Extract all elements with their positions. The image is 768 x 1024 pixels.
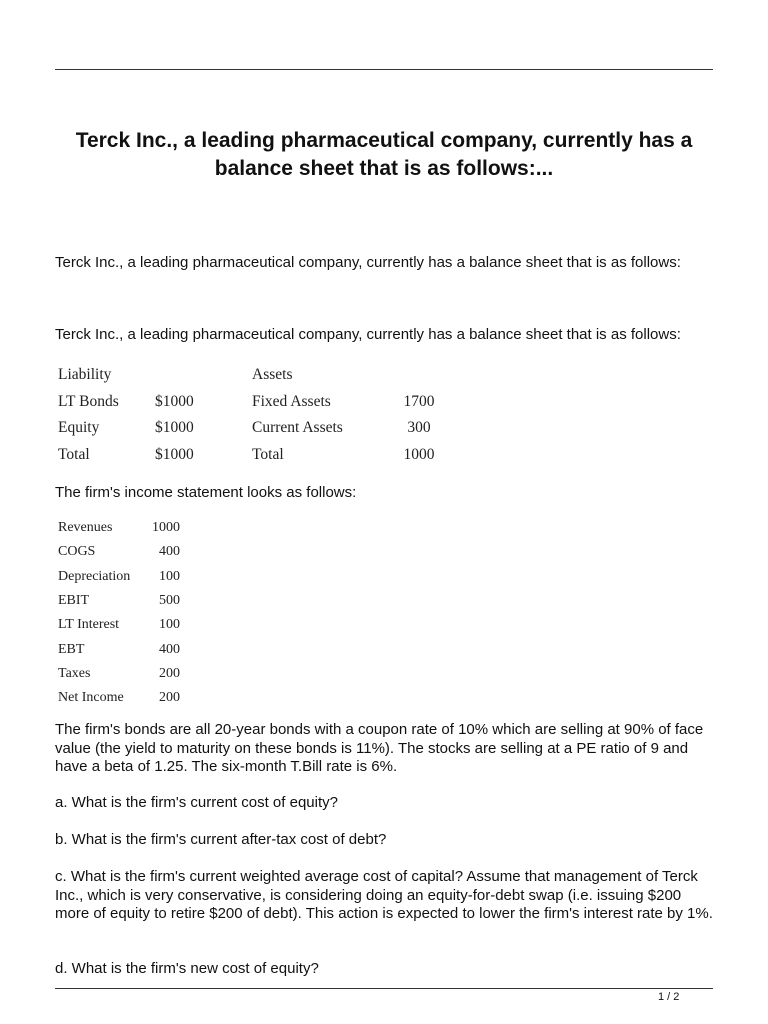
question-a: a. What is the firm's current cost of equity? bbox=[55, 794, 338, 811]
table-cell: $1000 bbox=[155, 445, 194, 463]
table-cell: Net Income bbox=[58, 690, 124, 706]
table-cell: Liability bbox=[58, 366, 112, 384]
table-row bbox=[58, 662, 180, 686]
table-cell: 300 bbox=[407, 419, 431, 437]
table-row bbox=[58, 686, 180, 710]
table-row bbox=[58, 516, 180, 540]
table-cell: 200 bbox=[159, 690, 180, 706]
table-cell: 500 bbox=[159, 593, 180, 609]
intro-paragraph-2: Terck Inc., a leading pharmaceutical company, currently has a balance sheet that is as follows: bbox=[55, 326, 681, 343]
table-cell bbox=[155, 362, 252, 389]
table-cell bbox=[398, 362, 440, 389]
table-cell: Fixed Assets bbox=[252, 392, 331, 410]
table-row bbox=[58, 389, 440, 416]
table-cell: Total bbox=[58, 445, 90, 463]
intro-paragraph-1: Terck Inc., a leading pharmaceutical company, currently has a balance sheet that is as follows: bbox=[55, 254, 681, 271]
table-cell: 100 bbox=[159, 568, 180, 584]
table-row bbox=[58, 415, 440, 442]
table-row bbox=[58, 613, 180, 637]
table-row bbox=[58, 442, 440, 469]
table-cell: EBIT bbox=[58, 593, 90, 609]
table-cell: Total bbox=[252, 445, 284, 463]
table-row bbox=[58, 362, 440, 389]
income-statement-intro: The firm's income statement looks as follows: bbox=[55, 484, 357, 501]
document-title: Terck Inc., a leading pharmaceutical company, currently has a balance sheet that is as follows:... bbox=[75, 129, 693, 180]
table-row bbox=[58, 540, 180, 564]
table-cell: LT Interest bbox=[58, 617, 120, 633]
income-statement-table bbox=[58, 516, 180, 710]
table-cell: Current Assets bbox=[252, 419, 343, 437]
table-cell: 1700 bbox=[403, 392, 435, 410]
question-c: c. What is the firm's current weighted average cost of capital? Assume that management of Terck Inc., which is very conservative, is considering doing an equity-for-debt swap (i.e. issuing $200 more of equity to retire $200 of debt). This action is expected to lower the firm's interest rate by 1%. bbox=[55, 868, 713, 922]
table-cell: 400 bbox=[159, 544, 180, 560]
question-d: d. What is the firm's new cost of equity? bbox=[55, 960, 319, 977]
table-cell: 1000 bbox=[403, 445, 435, 463]
table-cell: EBT bbox=[58, 641, 85, 657]
table-cell: 100 bbox=[159, 617, 180, 633]
page-number: 1 / 2 bbox=[658, 991, 680, 1003]
question-b: b. What is the firm's current after-tax cost of debt? bbox=[55, 831, 387, 848]
table-cell: $1000 bbox=[155, 392, 194, 410]
table-cell: Equity bbox=[58, 419, 100, 437]
balance-sheet-table bbox=[58, 362, 440, 468]
table-row bbox=[58, 637, 180, 661]
table-cell: Revenues bbox=[58, 520, 113, 536]
table-cell: COGS bbox=[58, 544, 96, 560]
table-cell: 200 bbox=[159, 665, 180, 681]
table-cell: Depreciation bbox=[58, 568, 131, 584]
table-cell: LT Bonds bbox=[58, 392, 119, 410]
header-rule bbox=[55, 69, 713, 70]
table-cell: Taxes bbox=[58, 665, 91, 681]
table-cell: Assets bbox=[252, 366, 293, 384]
table-cell: $1000 bbox=[155, 419, 194, 437]
bonds-paragraph: The firm's bonds are all 20-year bonds with a coupon rate of 10% which are selling at 90% of face value (the yield to maturity on these bonds is 11%). The stocks are selling at a PE ratio of 9 and have a beta of 1.25. The six-month T.Bill rate is 6%. bbox=[55, 721, 704, 775]
table-row bbox=[58, 565, 180, 589]
table-cell: 1000 bbox=[152, 520, 180, 536]
table-row bbox=[58, 589, 180, 613]
table-cell: 400 bbox=[159, 641, 180, 657]
footer-rule bbox=[55, 988, 713, 989]
